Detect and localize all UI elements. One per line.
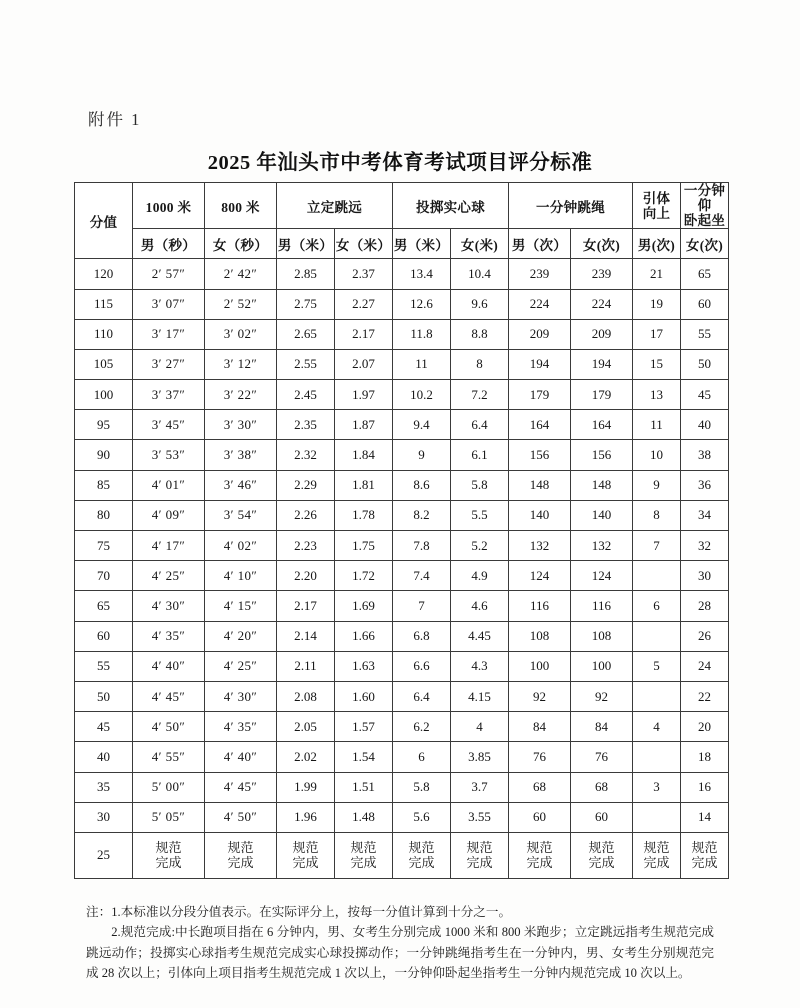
cell-score: 105 [75, 349, 133, 379]
standard-text-line2: 完成 [691, 855, 718, 871]
cell-jump-rope-male: 194 [509, 349, 571, 379]
table-row [75, 500, 729, 530]
cell-shot-put-female: 4.9 [451, 561, 509, 591]
note-item-2: 2.规范完成:中长跑项目指在 6 分钟内，男、女考生分别完成 1000 米和 800 米跑步；立定跳远指考生规范完成跳远动作；投掷实心球指考生规范完成实心球投掷动作；一分钟跳绳指考生在一分钟内，男、女考生分别规范完成 28 次以上；引体向上项目指考生规范完成 1 次以上，一分钟仰卧起坐指考生一分钟内规范完成 10 次以上。 [86, 925, 714, 981]
cell-run-800m-female: 4′ 02″ [205, 531, 277, 561]
cell-shot-put-male: 7.4 [393, 561, 451, 591]
cell-run-800m-female: 4′ 50″ [205, 802, 277, 832]
cell-long-jump-female: 1.48 [335, 802, 393, 832]
cell-score: 115 [75, 289, 133, 319]
standard-text-line1: 规范 [227, 839, 254, 855]
cell-shot-put-female: 4.15 [451, 681, 509, 711]
cell-jump-rope-male: 100 [509, 651, 571, 681]
cell-run-800m-female: 3′ 02″ [205, 319, 277, 349]
cell-pull-up-male [633, 621, 681, 651]
score-standards-table [74, 182, 729, 879]
cell-jump-rope-male: 76 [509, 742, 571, 772]
cell-sit-up-female: 18 [681, 742, 729, 772]
cell-shot-put-male: 9 [393, 440, 451, 470]
table-row [75, 591, 729, 621]
standard-text-line1: 规范 [526, 839, 553, 855]
cell-long-jump-female: 1.66 [335, 621, 393, 651]
cell-long-jump-male: 2.02 [277, 742, 335, 772]
cell-shot-put-female-standard [451, 832, 509, 878]
cell-sit-up-female: 26 [681, 621, 729, 651]
cell-score: 80 [75, 500, 133, 530]
cell-jump-rope-male: 92 [509, 681, 571, 711]
cell-long-jump-female: 1.54 [335, 742, 393, 772]
cell-sit-up-female: 14 [681, 802, 729, 832]
cell-jump-rope-male: 179 [509, 380, 571, 410]
cell-pull-up-male: 10 [633, 440, 681, 470]
table-row [75, 531, 729, 561]
cell-score: 110 [75, 319, 133, 349]
header-unit-su-female: 女(次) [681, 229, 729, 259]
header-unit-sp-male: 男（米） [393, 229, 451, 259]
cell-run-1000m-male-standard [133, 832, 205, 878]
cell-shot-put-male: 11.8 [393, 319, 451, 349]
header-unit-lj-male: 男（米） [277, 229, 335, 259]
note-item-1: 注：1.本标准以分段分值表示。在实际评分上，按每一分值计算到十分之一。 [86, 905, 512, 919]
cell-shot-put-male: 6 [393, 742, 451, 772]
table-row [75, 380, 729, 410]
cell-run-1000m-male: 4′ 45″ [133, 681, 205, 711]
page-title: 2025 年汕头市中考体育考试项目评分标准 [207, 152, 593, 174]
cell-long-jump-male: 2.17 [277, 591, 335, 621]
cell-long-jump-male: 1.99 [277, 772, 335, 802]
cell-long-jump-female: 1.81 [335, 470, 393, 500]
cell-sit-up-female: 45 [681, 380, 729, 410]
table-row [75, 742, 729, 772]
cell-long-jump-male: 2.55 [277, 349, 335, 379]
cell-jump-rope-male: 68 [509, 772, 571, 802]
header-event-pull-up [633, 183, 681, 229]
cell-shot-put-male: 7.8 [393, 531, 451, 561]
header-unit-800m-female: 女（秒） [205, 229, 277, 259]
cell-run-1000m-male: 4′ 35″ [133, 621, 205, 651]
cell-long-jump-male: 2.35 [277, 410, 335, 440]
cell-long-jump-male: 2.23 [277, 531, 335, 561]
cell-long-jump-female: 2.27 [335, 289, 393, 319]
cell-jump-rope-male: 132 [509, 531, 571, 561]
cell-long-jump-female: 1.97 [335, 380, 393, 410]
cell-run-800m-female: 4′ 20″ [205, 621, 277, 651]
cell-jump-rope-female: 194 [571, 349, 633, 379]
cell-sit-up-female: 50 [681, 349, 729, 379]
table-row [75, 651, 729, 681]
cell-shot-put-male: 12.6 [393, 289, 451, 319]
cell-long-jump-male-standard [277, 832, 335, 878]
cell-run-800m-female: 2′ 52″ [205, 289, 277, 319]
cell-pull-up-male-standard [633, 832, 681, 878]
cell-shot-put-male: 10.2 [393, 380, 451, 410]
notes-section [86, 902, 714, 984]
cell-shot-put-female: 6.4 [451, 410, 509, 440]
cell-jump-rope-female: 60 [571, 802, 633, 832]
cell-pull-up-male: 9 [633, 470, 681, 500]
cell-jump-rope-female: 140 [571, 500, 633, 530]
cell-sit-up-female: 40 [681, 410, 729, 440]
header-unit-jr-female: 女(次) [571, 229, 633, 259]
cell-jump-rope-female: 224 [571, 289, 633, 319]
cell-run-800m-female: 3′ 54″ [205, 500, 277, 530]
table-row [75, 712, 729, 742]
cell-shot-put-male: 13.4 [393, 259, 451, 289]
cell-run-800m-female: 3′ 38″ [205, 440, 277, 470]
cell-run-800m-female: 4′ 25″ [205, 651, 277, 681]
cell-jump-rope-female: 132 [571, 531, 633, 561]
header-unit-1000m-male: 男（秒） [133, 229, 205, 259]
cell-shot-put-male: 6.4 [393, 681, 451, 711]
header-row-units [75, 229, 729, 259]
cell-pull-up-male: 3 [633, 772, 681, 802]
standard-text-line2: 完成 [643, 855, 670, 871]
cell-shot-put-female: 4.45 [451, 621, 509, 651]
table-row [75, 681, 729, 711]
cell-pull-up-male: 15 [633, 349, 681, 379]
header-event-800m: 800 米 [205, 183, 277, 229]
cell-run-1000m-male: 4′ 09″ [133, 500, 205, 530]
cell-score: 120 [75, 259, 133, 289]
cell-score: 25 [75, 832, 133, 878]
cell-score: 90 [75, 440, 133, 470]
cell-jump-rope-male: 140 [509, 500, 571, 530]
cell-pull-up-male [633, 802, 681, 832]
cell-long-jump-male: 2.29 [277, 470, 335, 500]
cell-shot-put-female: 3.85 [451, 742, 509, 772]
header-event-jump-rope: 一分钟跳绳 [509, 183, 633, 229]
cell-jump-rope-female: 76 [571, 742, 633, 772]
cell-pull-up-male: 13 [633, 380, 681, 410]
attachment-label: 附件 1 [88, 110, 142, 129]
cell-jump-rope-female: 84 [571, 712, 633, 742]
standard-text-line2: 完成 [588, 855, 615, 871]
cell-long-jump-female: 2.07 [335, 349, 393, 379]
cell-jump-rope-female: 164 [571, 410, 633, 440]
cell-shot-put-female: 5.5 [451, 500, 509, 530]
cell-long-jump-male: 2.08 [277, 681, 335, 711]
header-score-label: 分值 [75, 183, 133, 259]
cell-long-jump-female: 1.78 [335, 500, 393, 530]
cell-sit-up-female: 32 [681, 531, 729, 561]
cell-long-jump-female: 1.72 [335, 561, 393, 591]
cell-jump-rope-male: 84 [509, 712, 571, 742]
cell-run-800m-female: 4′ 45″ [205, 772, 277, 802]
cell-shot-put-female: 3.7 [451, 772, 509, 802]
cell-run-800m-female: 3′ 46″ [205, 470, 277, 500]
cell-long-jump-male: 2.85 [277, 259, 335, 289]
table-row [75, 319, 729, 349]
cell-run-1000m-male: 3′ 53″ [133, 440, 205, 470]
header-pull-up-line2: 向上 [642, 205, 671, 221]
header-sit-up-line2: 卧起坐 [683, 213, 726, 229]
table-row-standard-completion [75, 832, 729, 878]
standard-text-line1: 规范 [466, 839, 493, 855]
cell-pull-up-male: 5 [633, 651, 681, 681]
cell-sit-up-female: 36 [681, 470, 729, 500]
cell-shot-put-male-standard [393, 832, 451, 878]
cell-jump-rope-female: 92 [571, 681, 633, 711]
score-table-container [74, 182, 728, 879]
table-row [75, 621, 729, 651]
cell-score: 95 [75, 410, 133, 440]
cell-pull-up-male: 8 [633, 500, 681, 530]
cell-pull-up-male: 4 [633, 712, 681, 742]
table-row [75, 259, 729, 289]
cell-pull-up-male: 17 [633, 319, 681, 349]
cell-jump-rope-female: 100 [571, 651, 633, 681]
cell-jump-rope-male: 209 [509, 319, 571, 349]
cell-jump-rope-female: 148 [571, 470, 633, 500]
cell-sit-up-female: 24 [681, 651, 729, 681]
standard-text-line1: 规范 [643, 839, 670, 855]
cell-run-1000m-male: 4′ 30″ [133, 591, 205, 621]
cell-run-800m-female: 4′ 15″ [205, 591, 277, 621]
cell-jump-rope-male: 124 [509, 561, 571, 591]
cell-pull-up-male: 11 [633, 410, 681, 440]
cell-run-1000m-male: 4′ 17″ [133, 531, 205, 561]
cell-score: 40 [75, 742, 133, 772]
cell-run-800m-female: 3′ 30″ [205, 410, 277, 440]
cell-run-1000m-male: 3′ 17″ [133, 319, 205, 349]
cell-score: 65 [75, 591, 133, 621]
cell-long-jump-female: 1.60 [335, 681, 393, 711]
cell-long-jump-male: 2.14 [277, 621, 335, 651]
standard-text-line2: 完成 [526, 855, 553, 871]
cell-run-800m-female-standard [205, 832, 277, 878]
table-row [75, 289, 729, 319]
cell-jump-rope-male: 156 [509, 440, 571, 470]
cell-jump-rope-male: 148 [509, 470, 571, 500]
cell-run-1000m-male: 4′ 01″ [133, 470, 205, 500]
cell-shot-put-male: 6.2 [393, 712, 451, 742]
cell-run-1000m-male: 3′ 07″ [133, 289, 205, 319]
cell-score: 35 [75, 772, 133, 802]
table-row [75, 772, 729, 802]
cell-run-1000m-male: 3′ 37″ [133, 380, 205, 410]
cell-score: 85 [75, 470, 133, 500]
cell-run-1000m-male: 5′ 05″ [133, 802, 205, 832]
cell-long-jump-male: 2.32 [277, 440, 335, 470]
cell-jump-rope-male: 116 [509, 591, 571, 621]
cell-run-1000m-male: 4′ 40″ [133, 651, 205, 681]
cell-pull-up-male [633, 681, 681, 711]
cell-score: 70 [75, 561, 133, 591]
standard-text-line1: 规范 [155, 839, 182, 855]
cell-shot-put-female: 3.55 [451, 802, 509, 832]
cell-long-jump-female: 1.51 [335, 772, 393, 802]
cell-jump-rope-female: 209 [571, 319, 633, 349]
cell-shot-put-male: 6.8 [393, 621, 451, 651]
standard-text-line2: 完成 [292, 855, 319, 871]
cell-jump-rope-female: 156 [571, 440, 633, 470]
cell-jump-rope-female: 124 [571, 561, 633, 591]
cell-run-800m-female: 4′ 10″ [205, 561, 277, 591]
standard-text-line2: 完成 [155, 855, 182, 871]
cell-shot-put-male: 8.2 [393, 500, 451, 530]
cell-long-jump-female: 1.75 [335, 531, 393, 561]
cell-sit-up-female: 55 [681, 319, 729, 349]
cell-long-jump-female: 1.69 [335, 591, 393, 621]
cell-run-800m-female: 3′ 12″ [205, 349, 277, 379]
cell-run-1000m-male: 3′ 27″ [133, 349, 205, 379]
cell-jump-rope-female: 108 [571, 621, 633, 651]
cell-shot-put-female: 7.2 [451, 380, 509, 410]
cell-pull-up-male [633, 742, 681, 772]
cell-run-800m-female: 4′ 40″ [205, 742, 277, 772]
cell-score: 75 [75, 531, 133, 561]
cell-run-1000m-male: 3′ 45″ [133, 410, 205, 440]
cell-shot-put-female: 5.8 [451, 470, 509, 500]
cell-jump-rope-male: 224 [509, 289, 571, 319]
standard-text-line2: 完成 [227, 855, 254, 871]
header-event-standing-long-jump: 立定跳远 [277, 183, 393, 229]
cell-jump-rope-female: 179 [571, 380, 633, 410]
cell-shot-put-female: 5.2 [451, 531, 509, 561]
cell-run-1000m-male: 5′ 00″ [133, 772, 205, 802]
cell-long-jump-female: 1.57 [335, 712, 393, 742]
cell-jump-rope-female: 68 [571, 772, 633, 802]
cell-pull-up-male: 6 [633, 591, 681, 621]
cell-long-jump-male: 2.75 [277, 289, 335, 319]
cell-pull-up-male [633, 561, 681, 591]
cell-long-jump-female: 1.87 [335, 410, 393, 440]
cell-shot-put-male: 5.6 [393, 802, 451, 832]
cell-shot-put-female: 10.4 [451, 259, 509, 289]
cell-shot-put-male: 11 [393, 349, 451, 379]
cell-score: 50 [75, 681, 133, 711]
cell-jump-rope-male-standard [509, 832, 571, 878]
cell-jump-rope-male: 60 [509, 802, 571, 832]
cell-long-jump-female-standard [335, 832, 393, 878]
cell-run-800m-female: 3′ 22″ [205, 380, 277, 410]
table-row [75, 349, 729, 379]
header-unit-lj-female: 女（米） [335, 229, 393, 259]
cell-sit-up-female: 60 [681, 289, 729, 319]
cell-run-800m-female: 4′ 30″ [205, 681, 277, 711]
cell-long-jump-female: 1.63 [335, 651, 393, 681]
cell-run-1000m-male: 4′ 50″ [133, 712, 205, 742]
cell-score: 45 [75, 712, 133, 742]
cell-sit-up-female: 22 [681, 681, 729, 711]
cell-sit-up-female: 16 [681, 772, 729, 802]
cell-run-800m-female: 2′ 42″ [205, 259, 277, 289]
header-sit-up-line1: 一分钟仰 [683, 183, 726, 214]
cell-long-jump-male: 2.45 [277, 380, 335, 410]
cell-long-jump-female: 1.84 [335, 440, 393, 470]
header-unit-sp-female: 女(米) [451, 229, 509, 259]
cell-pull-up-male: 7 [633, 531, 681, 561]
cell-shot-put-male: 8.6 [393, 470, 451, 500]
cell-run-1000m-male: 4′ 55″ [133, 742, 205, 772]
table-row [75, 802, 729, 832]
cell-sit-up-female-standard [681, 832, 729, 878]
table-row [75, 410, 729, 440]
cell-shot-put-female: 4 [451, 712, 509, 742]
cell-score: 60 [75, 621, 133, 651]
cell-jump-rope-male: 239 [509, 259, 571, 289]
cell-shot-put-female: 8.8 [451, 319, 509, 349]
header-row-events [75, 183, 729, 229]
cell-sit-up-female: 65 [681, 259, 729, 289]
cell-long-jump-male: 1.96 [277, 802, 335, 832]
standard-text-line1: 规范 [408, 839, 435, 855]
cell-sit-up-female: 34 [681, 500, 729, 530]
cell-run-1000m-male: 4′ 25″ [133, 561, 205, 591]
cell-jump-rope-male: 108 [509, 621, 571, 651]
cell-long-jump-female: 2.17 [335, 319, 393, 349]
standard-text-line2: 完成 [350, 855, 377, 871]
cell-score: 55 [75, 651, 133, 681]
cell-jump-rope-female: 116 [571, 591, 633, 621]
cell-pull-up-male: 21 [633, 259, 681, 289]
header-event-1000m: 1000 米 [133, 183, 205, 229]
standard-text-line2: 完成 [408, 855, 435, 871]
cell-jump-rope-female-standard [571, 832, 633, 878]
cell-jump-rope-female: 239 [571, 259, 633, 289]
cell-long-jump-male: 2.11 [277, 651, 335, 681]
cell-sit-up-female: 20 [681, 712, 729, 742]
cell-shot-put-female: 8 [451, 349, 509, 379]
header-event-shot-put: 投掷实心球 [393, 183, 509, 229]
cell-shot-put-female: 4.6 [451, 591, 509, 621]
cell-sit-up-female: 30 [681, 561, 729, 591]
table-row [75, 561, 729, 591]
standard-text-line1: 规范 [292, 839, 319, 855]
cell-run-800m-female: 4′ 35″ [205, 712, 277, 742]
cell-long-jump-male: 2.20 [277, 561, 335, 591]
cell-shot-put-male: 7 [393, 591, 451, 621]
standard-text-line2: 完成 [466, 855, 493, 871]
cell-shot-put-female: 4.3 [451, 651, 509, 681]
cell-shot-put-female: 6.1 [451, 440, 509, 470]
cell-score: 30 [75, 802, 133, 832]
cell-shot-put-female: 9.6 [451, 289, 509, 319]
cell-jump-rope-male: 164 [509, 410, 571, 440]
cell-run-1000m-male: 2′ 57″ [133, 259, 205, 289]
cell-sit-up-female: 38 [681, 440, 729, 470]
cell-long-jump-female: 2.37 [335, 259, 393, 289]
header-unit-jr-male: 男（次） [509, 229, 571, 259]
header-event-sit-up [681, 183, 729, 229]
cell-long-jump-male: 2.05 [277, 712, 335, 742]
table-body [75, 259, 729, 879]
cell-shot-put-male: 9.4 [393, 410, 451, 440]
table-row [75, 470, 729, 500]
cell-pull-up-male: 19 [633, 289, 681, 319]
cell-score: 100 [75, 380, 133, 410]
table-row [75, 440, 729, 470]
cell-shot-put-male: 6.6 [393, 651, 451, 681]
header-unit-pu-male: 男(次) [633, 229, 681, 259]
cell-sit-up-female: 28 [681, 591, 729, 621]
standard-text-line1: 规范 [691, 839, 718, 855]
header-pull-up-line1: 引体 [642, 190, 671, 206]
standard-text-line1: 规范 [350, 839, 377, 855]
standard-text-line1: 规范 [588, 839, 615, 855]
cell-shot-put-male: 5.8 [393, 772, 451, 802]
table-header [75, 183, 729, 259]
cell-long-jump-male: 2.26 [277, 500, 335, 530]
cell-long-jump-male: 2.65 [277, 319, 335, 349]
